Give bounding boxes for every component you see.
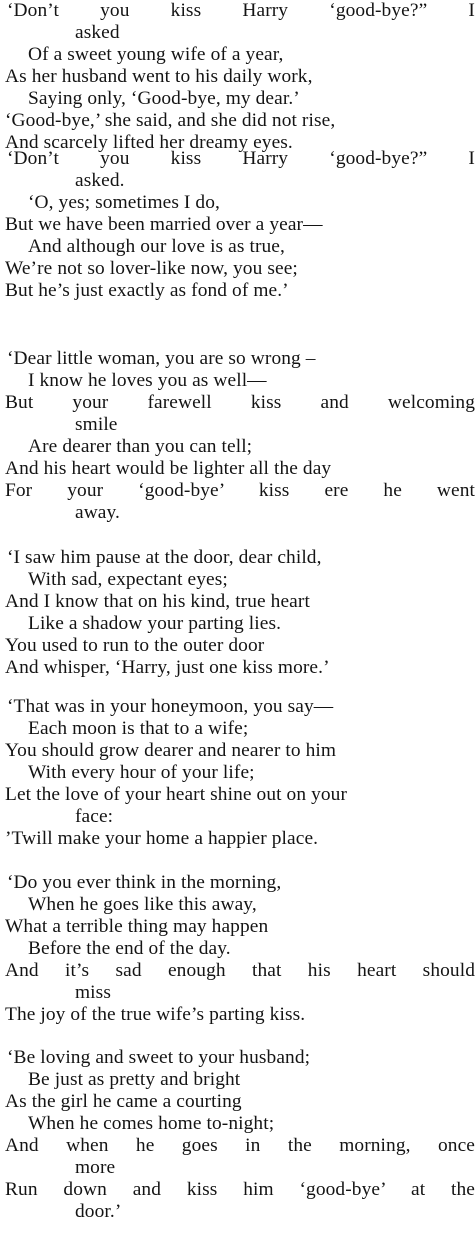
poem-line: With every hour of your life; <box>28 762 255 783</box>
poem-line: And although our love is as true, <box>28 236 285 257</box>
stanza-6 <box>0 872 475 1026</box>
poem-line: ‘Be loving and sweet to your husband; <box>7 1047 311 1068</box>
poem-line: And his heart would be lighter all the day <box>5 458 332 479</box>
poem-line: asked. <box>75 170 125 191</box>
poem-line: When he comes home to-night; <box>28 1113 275 1134</box>
stanza-2 <box>0 148 475 302</box>
poem-line: door.’ <box>75 1201 122 1222</box>
poem-line: For your ‘good-bye’ kiss ere he went <box>5 480 475 501</box>
poem-line: Run down and kiss him ‘good-bye’ at the <box>5 1179 475 1200</box>
poem-line: Before the end of the day. <box>28 938 231 959</box>
poem-line: ‘Good-bye,’ she said, and she did not rise, <box>5 110 336 131</box>
poem-line: smile <box>75 414 118 435</box>
poem-line: Of a sweet young wife of a year, <box>28 44 284 65</box>
poem-line: I know he loves you as well— <box>28 370 267 391</box>
poem-line: ‘Don’t you kiss Harry ‘good-bye?” I <box>7 0 475 21</box>
stanza-1 <box>0 0 475 154</box>
poem-line: Let the love of your heart shine out on your <box>5 784 348 805</box>
poem-line: Each moon is that to a wife; <box>28 718 249 739</box>
poem-line: Are dearer than you can tell; <box>28 436 253 457</box>
poem-line: And it’s sad enough that his heart should <box>5 960 475 981</box>
poem-line: ‘I saw him pause at the door, dear child, <box>7 547 322 568</box>
poem-line: But your farewell kiss and welcoming <box>5 392 475 413</box>
poem-line: The joy of the true wife’s parting kiss. <box>5 1004 306 1025</box>
poem-line: As her husband went to his daily work, <box>5 66 313 87</box>
poem-line: ‘Do you ever think in the morning, <box>7 872 282 893</box>
poem-line: away. <box>75 502 120 523</box>
poem-line: With sad, expectant eyes; <box>28 569 228 590</box>
poem-line: We’re not so lover-like now, you see; <box>5 258 298 279</box>
poem-line: asked <box>75 22 120 43</box>
stanza-7 <box>0 1047 475 1223</box>
stanza-4 <box>0 547 475 679</box>
stanza-5 <box>0 696 475 850</box>
poem-line: And scarcely lifted her dreamy eyes. <box>5 132 293 153</box>
poem-line: ‘Don’t you kiss Harry ‘good-bye?” I <box>7 148 475 169</box>
poem-line: What a terrible thing may happen <box>5 916 269 937</box>
poem-line: But we have been married over a year— <box>5 214 323 235</box>
poem-line: Be just as pretty and bright <box>28 1069 241 1090</box>
poem-line: And I know that on his kind, true heart <box>5 591 310 612</box>
poem-line: Like a shadow your parting lies. <box>28 613 282 634</box>
poem-line: miss <box>75 982 111 1003</box>
poem-line: When he goes like this away, <box>28 894 257 915</box>
poem-line: You used to run to the outer door <box>5 635 265 656</box>
stanza-3 <box>0 348 475 524</box>
poem-line: face: <box>75 806 114 827</box>
poem-line: But he’s just exactly as fond of me.’ <box>5 280 289 301</box>
poem-line: ‘Dear little woman, you are so wrong – <box>7 348 316 369</box>
poem-line: You should grow dearer and nearer to him <box>5 740 337 761</box>
poem-line: ’Twill make your home a happier place. <box>5 828 319 849</box>
poem-line: ‘O, yes; sometimes I do, <box>28 192 220 213</box>
poem-line: And when he goes in the morning, once <box>5 1135 475 1156</box>
poem-line: more <box>75 1157 116 1178</box>
poem-line: Saying only, ‘Good-bye, my dear.’ <box>28 88 300 109</box>
poem-line: As the girl he came a courting <box>5 1091 242 1112</box>
poem-line: ‘That was in your honeymoon, you say— <box>7 696 334 717</box>
poem-line: And whisper, ‘Harry, just one kiss more.’ <box>5 657 330 678</box>
